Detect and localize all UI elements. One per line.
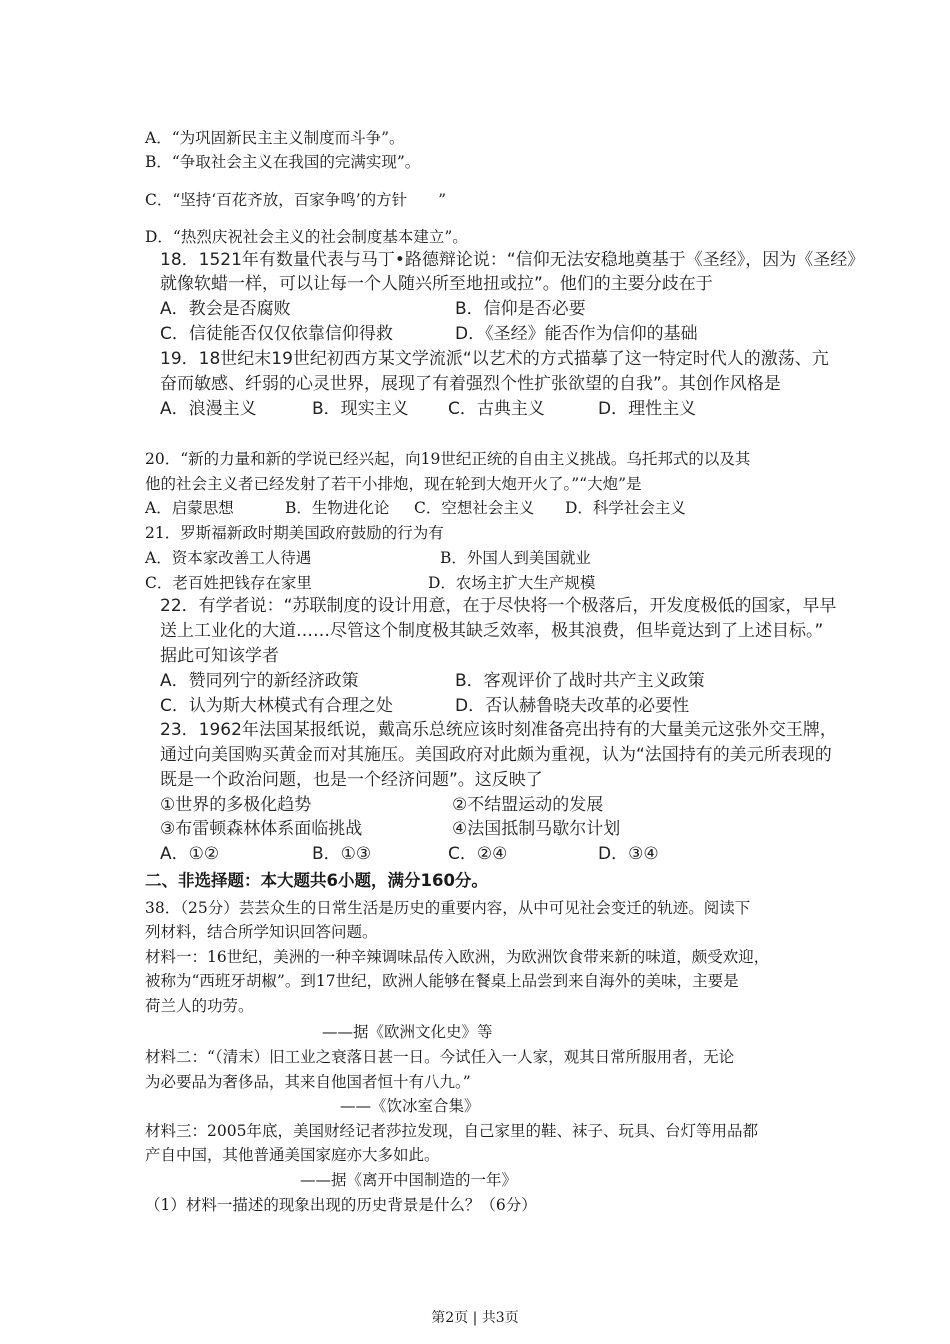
q19-stem-line2: 奋而敏感、纤弱的心灵世界，展现了有着强烈个性扩张欲望的自我”。其创作风格是 — [160, 374, 781, 394]
q18-option-c: C．信徒能否仅仅依靠信仰得救 — [160, 324, 393, 344]
q17-option-c: C．“坚持‘百花齐放，百家争鸣’的方针 ” — [145, 191, 447, 209]
q20-stem-line2: 他的社会主义者已经发射了若干小排炮，现在轮到大炮开火了。”“大炮”是 — [145, 475, 642, 493]
q22-stem-line1: 22．有学者说：“苏联制度的设计用意，在于尽快将一个极落后，开发度极低的国家，早早 — [160, 596, 837, 616]
q18-option-b: B．信仰是否必要 — [455, 299, 586, 319]
q18-option-d: D．《圣经》能否作为信仰的基础 — [455, 324, 698, 344]
q22-option-b: B．客观评价了战时共产主义政策 — [455, 671, 705, 691]
q19-stem-line1: 19．18世纪末19世纪初西方某文学流派“以艺术的方式描摹了这一特定时代人的激荡、亢 — [160, 349, 829, 369]
q23-statement-4: ④法国抵制马歇尔计划 — [452, 819, 621, 839]
q38-material2-line2: 为必要品为奢侈品，其来自他国者恒十有八九。” — [145, 1073, 471, 1091]
q18-stem-line1: 18．1521年有数量代表与马丁•路德辩论说：“信仰无法安稳地奠基于《圣经》，因为《圣经》 — [160, 250, 865, 270]
q38-material2-source: ——《饮冰室合集》 — [340, 1097, 480, 1115]
page-footer: 第2页 | 共3页 — [431, 1310, 519, 1326]
q22-option-a: A．赞同列宁的新经济政策 — [160, 671, 359, 691]
q19-option-a: A．浪漫主义 — [160, 399, 257, 419]
q21-stem: 21．罗斯福新政时期美国政府鼓励的行为有 — [145, 524, 444, 542]
q38-material1-line3: 荷兰人的功劳。 — [145, 997, 254, 1015]
q21-option-b: B．外国人到美国就业 — [440, 549, 591, 567]
q23-option-a: A．①② — [160, 844, 220, 864]
q38-material2-line1: 材料二：“（清末）旧工业之衰落日甚一日。今试任入一人家，观其日常所服用者，无论 — [145, 1048, 735, 1066]
q20-option-d: D．科学社会主义 — [565, 499, 686, 517]
q21-option-a: A．资本家改善工人待遇 — [145, 549, 312, 567]
q19-option-b: B．现实主义 — [312, 399, 409, 419]
q21-option-d: D．农场主扩大生产规模 — [428, 574, 596, 592]
q20-option-a: A．启蒙思想 — [145, 499, 234, 517]
q21-option-c: C．老百姓把钱存在家里 — [145, 574, 312, 592]
q38-material1-line2: 被称为“西班牙胡椒”。到17世纪，欧洲人能够在餐桌上品尝到来自海外的美味，主要是 — [145, 972, 739, 990]
q38-material3-source: ——据《离开中国制造的一年》 — [300, 1171, 518, 1189]
q18-stem-line2: 就像软蜡一样，可以让每一个人随兴所至地扭或拉”。他们的主要分歧在于 — [160, 274, 713, 294]
q19-option-c: C．古典主义 — [448, 399, 545, 419]
q38-stem-line2: 列材料，结合所学知识回答问题。 — [145, 923, 378, 941]
q23-statement-1: ①世界的多极化趋势 — [160, 795, 312, 815]
q17-option-d: D．“热烈庆祝社会主义的社会制度基本建立”。 — [145, 228, 468, 246]
q23-option-d: D．③④ — [598, 844, 659, 864]
q23-stem-line1: 23．1962年法国某报纸说，戴高乐总统应该时刻准备亮出持有的大量美元这张外交王牌， — [160, 720, 837, 740]
q23-option-b: B．①③ — [312, 844, 372, 864]
q19-option-d: D．理性主义 — [598, 399, 697, 419]
q17-option-b: B．“争取社会主义在我国的完满实现”。 — [145, 153, 421, 171]
q38-subquestion-1: （1）材料一描述的现象出现的历史背景是什么？（6分） — [145, 1196, 537, 1214]
q38-material1-line1: 材料一：16世纪，美洲的一种辛辣调味品传入欧洲，为欧洲饮食带来新的味道，颇受欢迎， — [145, 948, 770, 966]
q22-stem-line2: 送上工业化的大道……尽管这个制度极其缺乏效率，极其浪费，但毕竟达到了上述目标。” — [160, 621, 824, 641]
q38-material3-line1: 材料三：2005年底，美国财经记者莎拉发现，自己家里的鞋、袜子、玩具、台灯等用品都 — [145, 1122, 758, 1140]
q38-material1-source: ——据《欧洲文化史》等 — [322, 1023, 493, 1041]
q23-stem-line3: 既是一个政治问题，也是一个经济问题”。这反映了 — [160, 770, 543, 790]
q18-option-a: A．教会是否腐败 — [160, 299, 291, 319]
q23-statement-2: ②不结盟运动的发展 — [452, 795, 604, 815]
q20-stem-line1: 20．“新的力量和新的学说已经兴起，向19世纪正统的自由主义挑战。乌托邦式的以及其 — [145, 450, 751, 468]
section-2-heading: 二、非选择题：本大题共6小题，满分160分。 — [145, 871, 488, 890]
q20-option-b: B．生物进化论 — [285, 499, 390, 517]
q22-option-d: D．否认赫鲁晓夫改革的必要性 — [455, 696, 690, 716]
q22-option-c: C．认为斯大林模式有合理之处 — [160, 696, 393, 716]
q23-statement-3: ③布雷顿森林体系面临挑战 — [160, 819, 363, 839]
q17-option-a: A．“为巩固新民主主义制度而斗争”。 — [145, 129, 405, 147]
q23-option-c: C．②④ — [448, 844, 508, 864]
q38-stem-line1: 38．（25分）芸芸众生的日常生活是历史的重要内容，从中可见社会变迁的轨迹。阅读下 — [145, 899, 751, 917]
q38-material3-line2: 产自中国，其他普通美国家庭亦大多如此。 — [145, 1146, 440, 1164]
q23-stem-line2: 通过向美国购买黄金而对其施压。美国政府对此颇为重视，认为“法国持有的美元所表现的 — [160, 745, 832, 765]
q22-stem-line3: 据此可知该学者 — [160, 646, 279, 666]
q20-option-c: C．空想社会主义 — [414, 499, 535, 517]
